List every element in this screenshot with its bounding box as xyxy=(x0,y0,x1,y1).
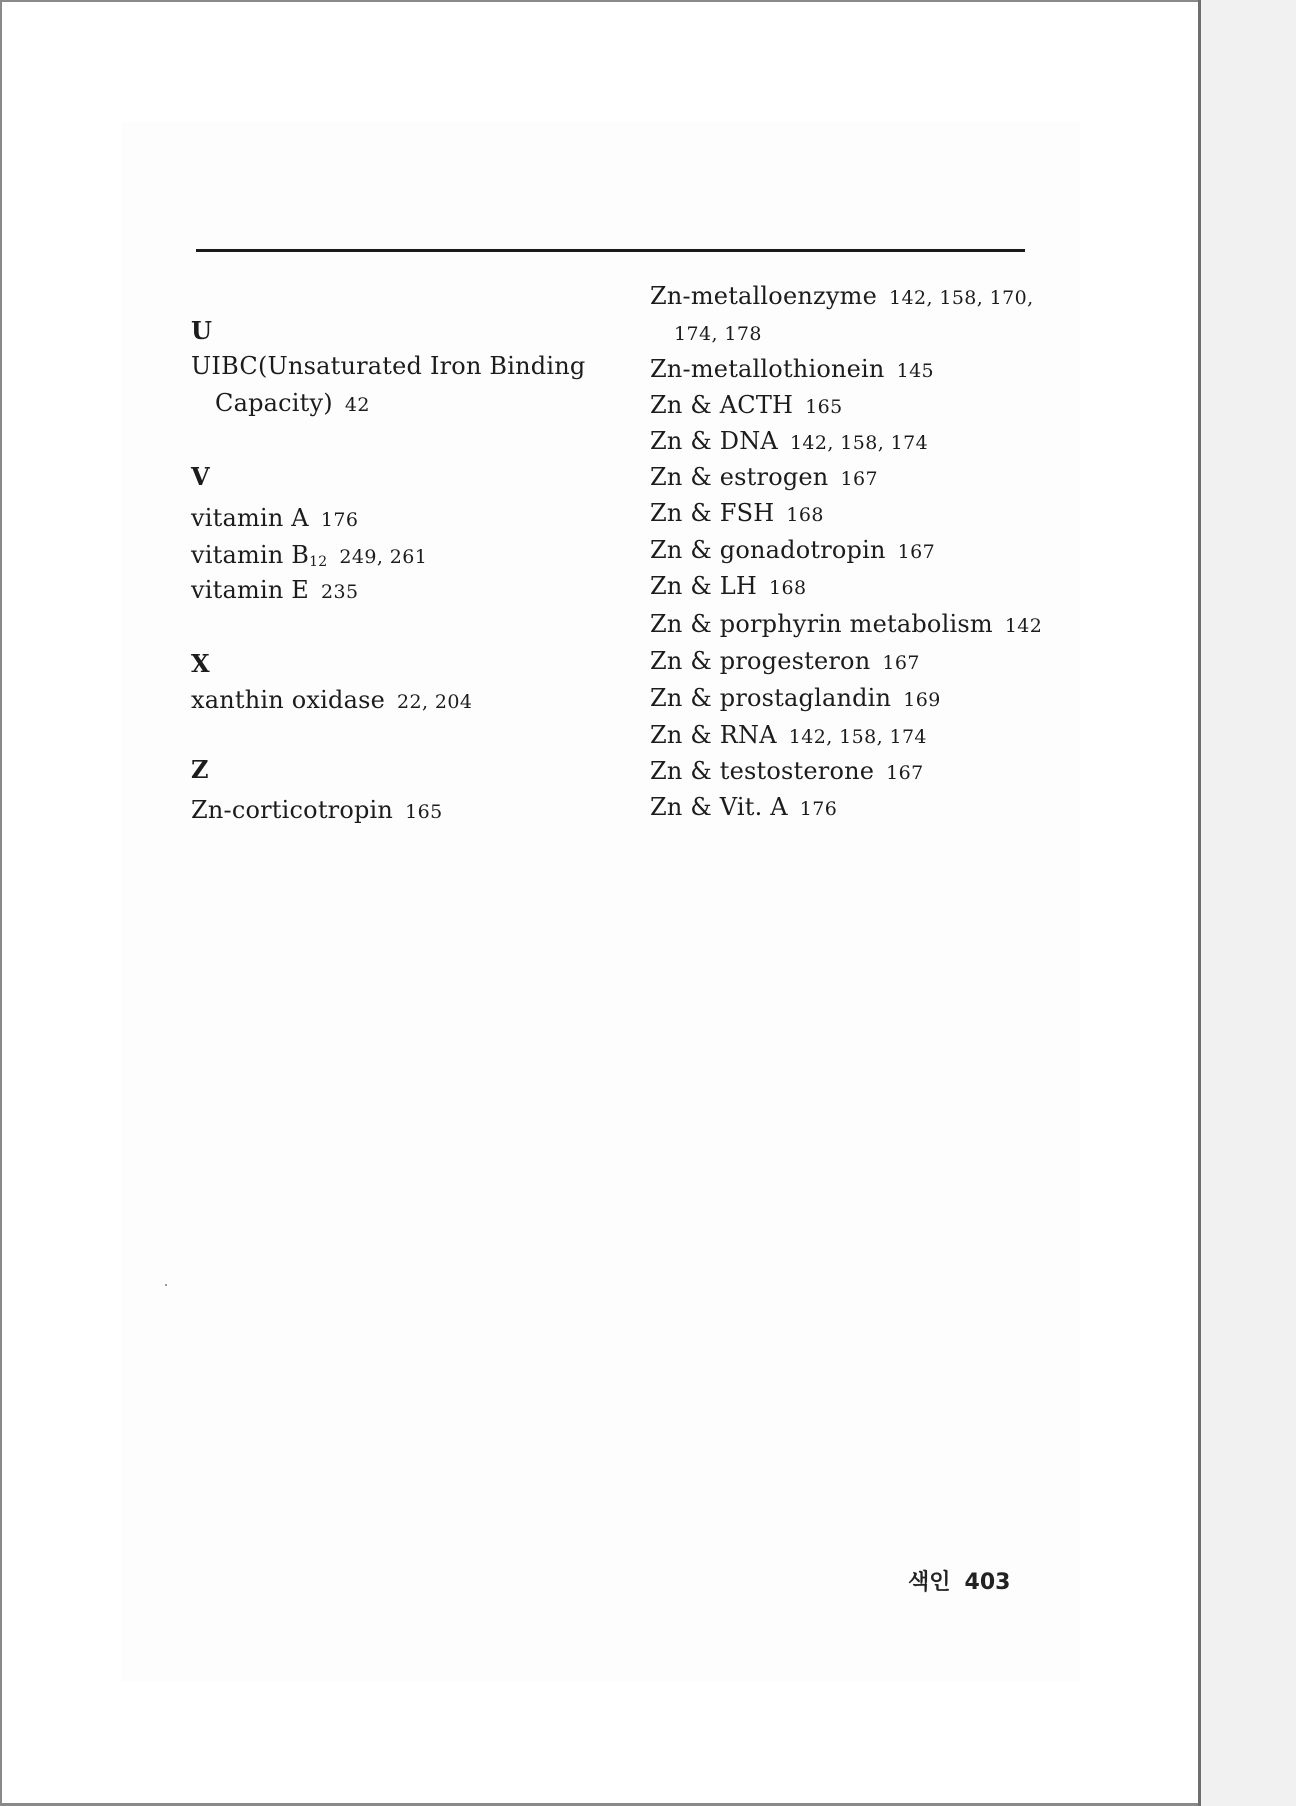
index-entry xyxy=(650,571,807,603)
index-pages: 142, 158, 174 xyxy=(789,432,929,454)
index-entry-continuation xyxy=(215,388,370,420)
index-term: UIBC(Unsaturated Iron Binding xyxy=(191,352,586,380)
index-pages: 165 xyxy=(405,801,443,823)
index-term: Capacity) xyxy=(215,389,333,417)
index-pages: 167 xyxy=(897,541,936,563)
index-entry xyxy=(650,756,924,788)
page-number: 403 xyxy=(964,1570,1011,1595)
frame-left-border xyxy=(0,0,2,1806)
index-entry xyxy=(650,535,935,567)
section-label: 색인 xyxy=(908,1570,951,1595)
index-entry xyxy=(191,575,359,607)
index-entry xyxy=(191,685,472,717)
index-term: Zn & DNA xyxy=(650,427,778,455)
index-entry xyxy=(191,503,358,535)
index-pages: 174, 178 xyxy=(674,323,762,345)
index-pages: 167 xyxy=(840,468,878,490)
index-entry xyxy=(650,354,934,386)
index-term: Zn-metalloenzyme xyxy=(650,282,877,310)
index-entry xyxy=(650,683,941,715)
index-entry xyxy=(650,609,1042,641)
index-term: vitamin E xyxy=(191,576,310,604)
index-pages: 167 xyxy=(886,762,924,784)
index-term: Zn & prostaglandin xyxy=(650,684,892,712)
index-term: Zn & Vit. A xyxy=(650,793,788,821)
index-pages: 176 xyxy=(320,509,359,531)
index-entry xyxy=(650,390,843,422)
index-pages: 42 xyxy=(344,394,370,416)
scan-speck xyxy=(165,1284,167,1286)
index-pages: 169 xyxy=(903,689,941,711)
index-term: Zn & porphyrin metabolism xyxy=(650,610,993,638)
index-entry xyxy=(650,498,824,530)
index-heading-u: U xyxy=(191,316,213,345)
index-pages: 142, 158, 170, xyxy=(888,287,1034,309)
index-entry xyxy=(650,281,1034,313)
index-term: Zn & LH xyxy=(650,572,758,600)
index-entry xyxy=(191,540,427,577)
index-pages: 142, 158, 174 xyxy=(788,726,927,748)
index-term: Zn-metallothionein xyxy=(650,355,885,383)
index-term: Zn & testosterone xyxy=(650,757,875,785)
index-pages: 176 xyxy=(799,798,838,820)
index-term: Zn & RNA xyxy=(650,721,777,749)
page-footer xyxy=(908,1565,1010,1596)
index-term: xanthin oxidase xyxy=(191,686,386,714)
index-entry xyxy=(191,351,585,381)
header-rule xyxy=(196,249,1025,252)
index-entry xyxy=(650,720,927,752)
index-heading-v: V xyxy=(191,462,210,491)
index-entry xyxy=(650,792,837,824)
index-term: Zn & ACTH xyxy=(650,391,794,419)
index-entry xyxy=(191,795,443,827)
index-entry xyxy=(650,462,878,494)
index-pages: 165 xyxy=(805,396,843,418)
index-pages: 168 xyxy=(786,504,824,526)
index-heading-x: X xyxy=(191,649,210,678)
index-entry xyxy=(650,426,928,458)
index-pages: 142 xyxy=(1004,615,1043,637)
index-term: Zn & estrogen xyxy=(650,463,829,491)
index-term: vitamin A xyxy=(191,504,309,532)
index-heading-z: Z xyxy=(191,755,209,784)
index-pages: 145 xyxy=(896,360,935,382)
index-pages: 22, 204 xyxy=(397,691,473,713)
viewer-gutter xyxy=(1201,0,1296,1806)
index-term: Zn & progesteron xyxy=(650,647,871,675)
index-term: Zn-corticotropin xyxy=(191,796,394,824)
index-pages: 168 xyxy=(769,577,807,599)
index-entry-continuation xyxy=(674,317,762,349)
index-pages: 235 xyxy=(321,581,359,603)
frame-top-border xyxy=(0,0,1200,2)
index-term-subscript: 12 xyxy=(309,554,328,570)
index-term: vitamin B xyxy=(191,541,310,569)
index-term: Zn & FSH xyxy=(650,499,775,527)
index-term: Zn & gonadotropin xyxy=(650,536,886,564)
index-pages: 249, 261 xyxy=(339,546,428,568)
index-pages: 167 xyxy=(882,652,920,674)
index-entry xyxy=(650,646,920,678)
